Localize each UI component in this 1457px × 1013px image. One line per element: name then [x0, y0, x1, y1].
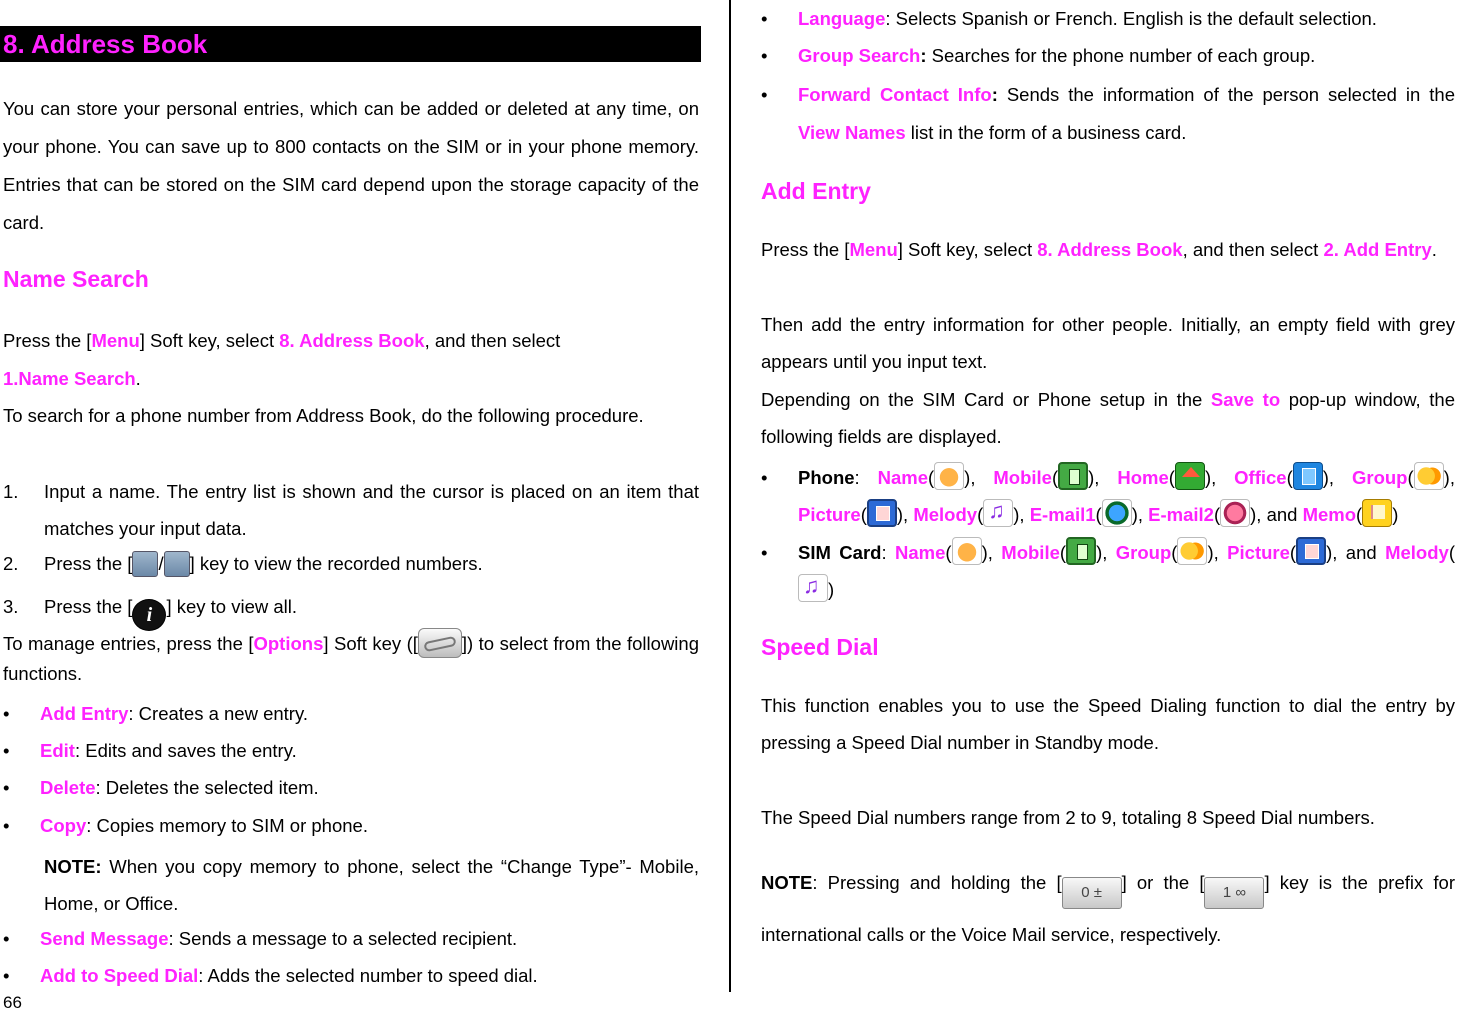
info-key-icon: i: [132, 599, 166, 631]
zero-key-icon: 0 ±: [1062, 877, 1122, 909]
office-building-icon: [1293, 462, 1323, 490]
options-soft-key-icon: [418, 628, 462, 658]
step-3: 3. Press the [ i ] key to view all.: [3, 590, 699, 626]
message-key-icon: [132, 551, 158, 577]
name-face-icon: [952, 537, 982, 565]
group-icon: [1177, 537, 1207, 565]
picture-icon: [867, 499, 897, 527]
speed-dial-description: This function enables you to use the Speed Dialing function to dial the entry by pressing a Speed Dial number in Standby mode.: [761, 695, 1455, 753]
name-search-procedure: To search for a phone number from Address Book, do the following procedure.: [3, 405, 644, 426]
memo-icon: [1362, 499, 1392, 527]
add-entry-instructions: Press the [Menu] Soft key, select 8. Address Book, and then select 2. Add Entry.: [761, 239, 1437, 260]
copy-note: NOTE: When you copy memory to phone, select the “Change Type”- Mobile, Home, or Office.: [44, 856, 699, 914]
mobile-phone-icon: [1066, 537, 1096, 565]
melody-note-icon: [983, 499, 1013, 527]
step-2: 2. Press the [ / ] key to view the recorded numbers.: [3, 547, 699, 583]
manage-entries-paragraph: To manage entries, press the [Options] Soft key ([ ]) to select from the following functions.: [3, 628, 699, 689]
name-search-heading: Name Search: [3, 266, 149, 292]
add-entry-heading: Add Entry: [761, 178, 871, 204]
page-number: 66: [3, 993, 22, 1012]
email1-globe-icon: [1102, 499, 1132, 527]
mobile-phone-icon: [1058, 462, 1088, 490]
phone-key-icon: [164, 551, 190, 577]
one-voicemail-key-icon: 1 ∞: [1204, 877, 1264, 909]
home-icon: [1175, 462, 1205, 490]
intro-paragraph: You can store your personal entries, which can be added or deleted at any time, on your phone. You can save up to 800 contacts on the SIM or in your phone memory. Entries that can be stored on the SIM card depend upon the storage capacity of the card.: [3, 98, 699, 233]
add-entry-save-to-note: Depending on the SIM Card or Phone setup in the Save to pop-up window, the following fields are displayed.: [761, 389, 1455, 447]
name-search-instructions: Press the [Menu] Soft key, select 8. Address Book, and then select 1.Name Search.: [3, 330, 561, 389]
melody-note-icon: [798, 574, 828, 602]
step-1: 1. Input a name. The entry list is shown and the cursor is placed on an item that matches your input data.: [3, 481, 699, 539]
picture-icon: [1296, 537, 1326, 565]
group-icon: [1414, 462, 1444, 490]
speed-dial-note: NOTE: Pressing and holding the [ 0 ± ] or the [ 1 ∞ ] key is the prefix for international calls or the Voice Mail service, respectively.: [761, 872, 1455, 945]
name-face-icon: [934, 462, 964, 490]
speed-dial-heading: Speed Dial: [761, 634, 879, 660]
column-divider: [729, 0, 731, 992]
chapter-title: 8. Address Book: [0, 26, 701, 62]
speed-dial-range: The Speed Dial numbers range from 2 to 9, totaling 8 Speed Dial numbers.: [761, 807, 1375, 828]
email2-icon: [1220, 499, 1250, 527]
add-entry-empty-field-note: Then add the entry information for other people. Initially, an empty field with grey appears until you input text.: [761, 314, 1455, 372]
